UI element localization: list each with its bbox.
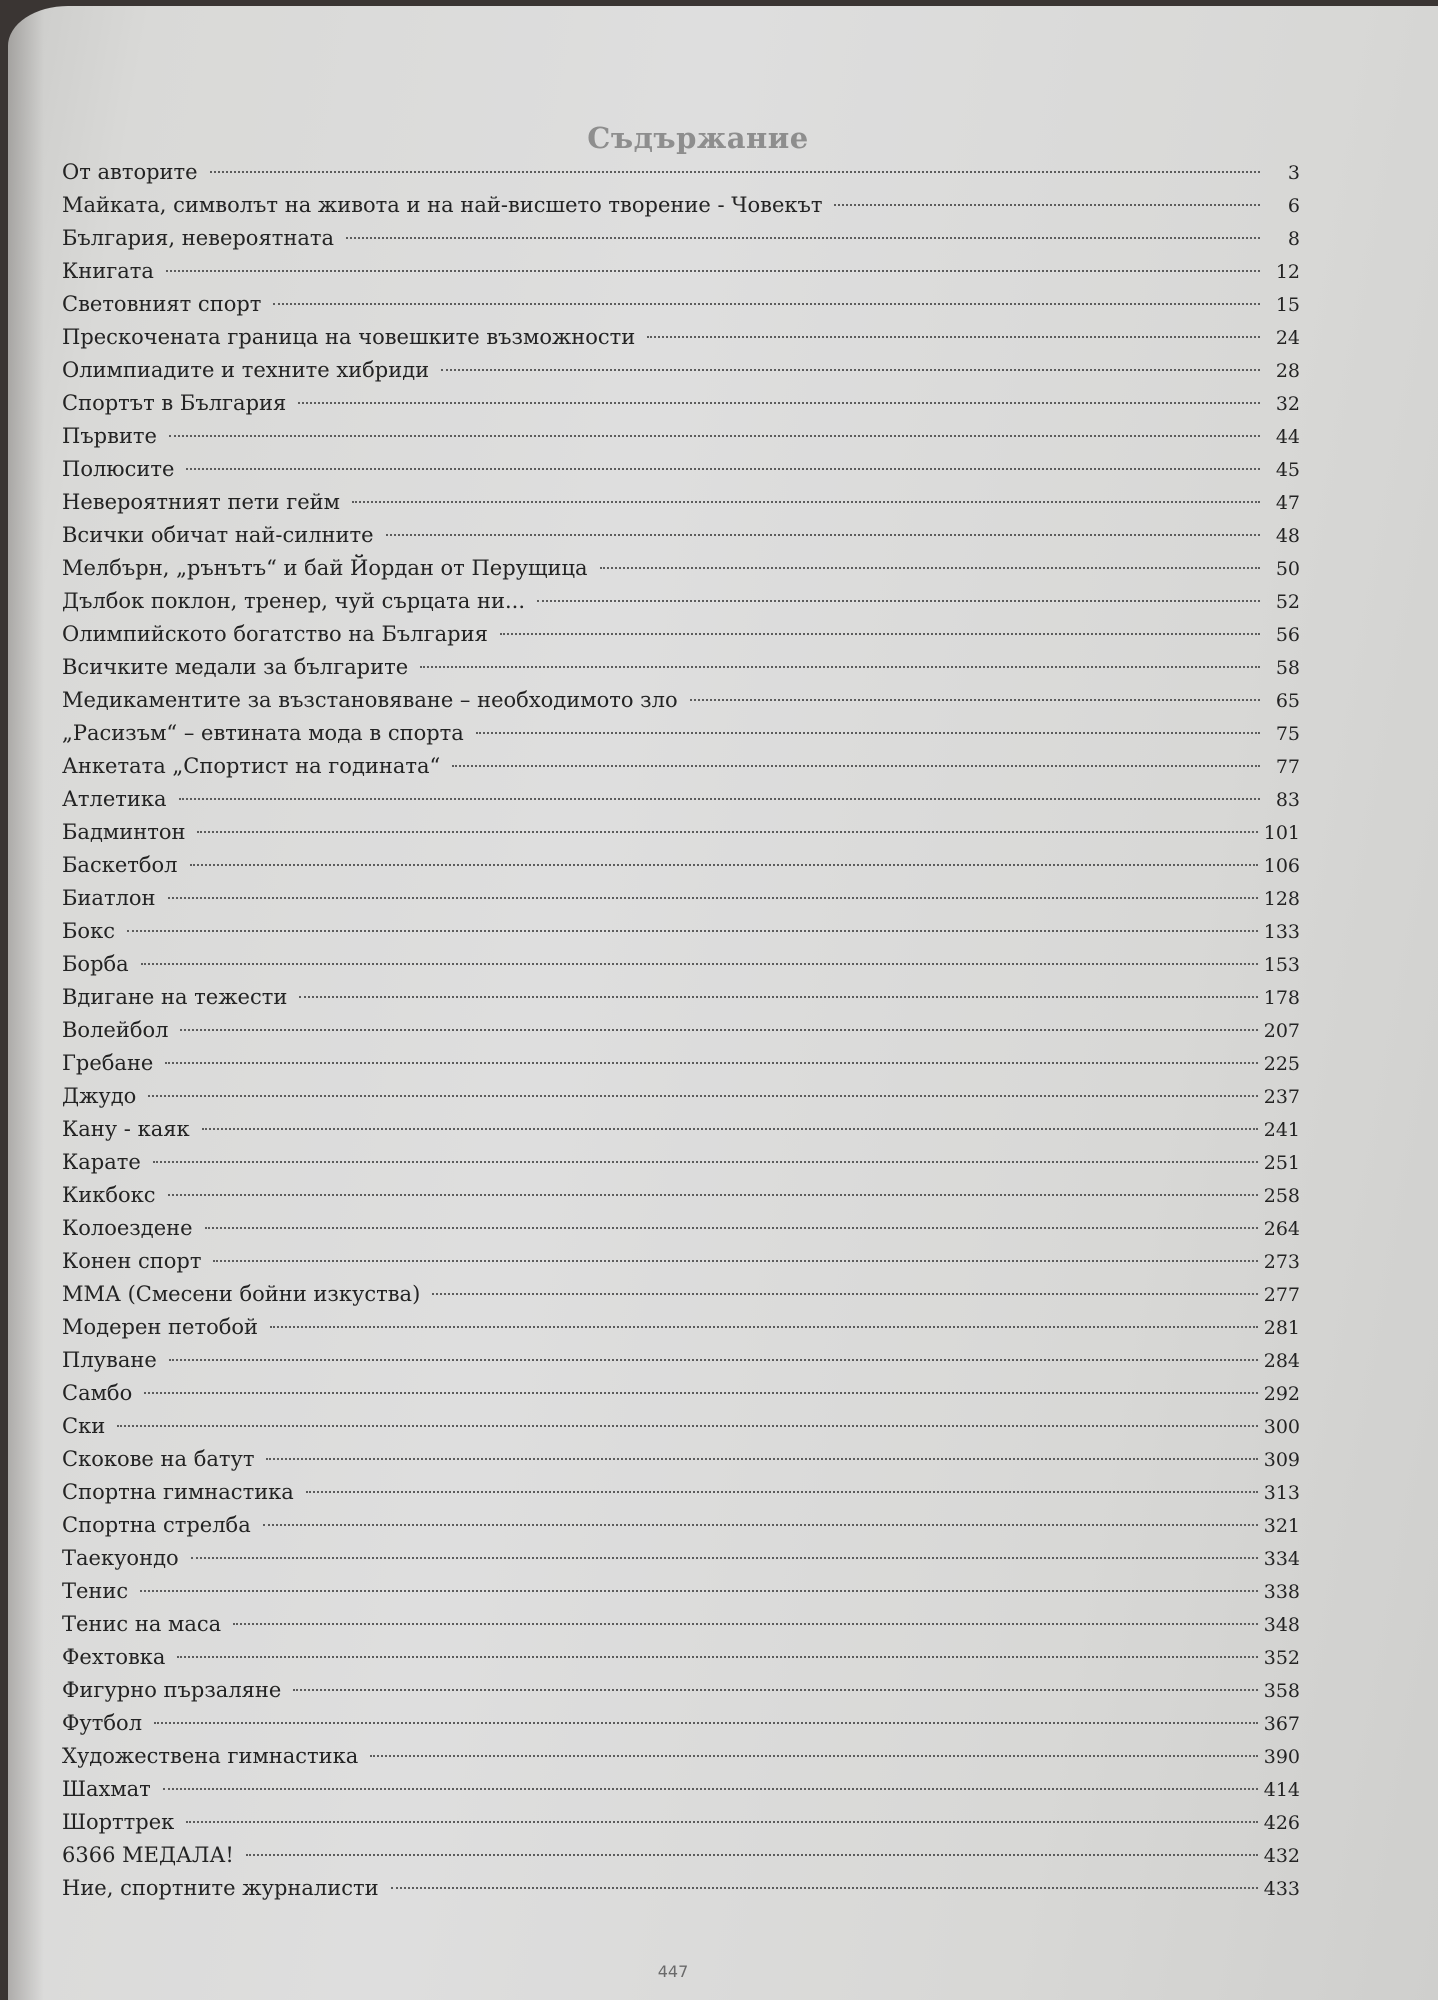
dot-leader: [600, 567, 1260, 569]
toc-entry: [62, 717, 1300, 750]
page-title: Съдържание: [587, 121, 809, 156]
dot-leader: [352, 501, 1260, 503]
toc-entry-page: 58: [1275, 657, 1300, 679]
dot-leader: [148, 1095, 1257, 1097]
toc-entry-page: 258: [1263, 1185, 1300, 1207]
toc-entry-page: 432: [1263, 1845, 1300, 1867]
toc-entry-page: 207: [1263, 1020, 1300, 1042]
toc-entry-title: Борба: [62, 952, 129, 976]
toc-entry-page: 52: [1275, 591, 1300, 613]
toc-entry-title: Тенис: [62, 1579, 129, 1603]
toc-entry-page: 426: [1263, 1812, 1300, 1834]
dot-leader: [127, 930, 1258, 932]
dot-leader: [246, 1854, 1258, 1856]
toc-entry-page: 48: [1275, 525, 1300, 547]
toc-entry: [62, 1707, 1300, 1740]
toc-entry-title: 6366 МЕДАЛА!: [62, 1843, 234, 1867]
toc-entry-title: Бадминтон: [62, 820, 186, 844]
dot-leader: [306, 1491, 1258, 1493]
toc-entry: [62, 1047, 1300, 1080]
dot-leader: [165, 1062, 1257, 1064]
dot-leader: [834, 204, 1260, 206]
toc-entry: [62, 684, 1300, 717]
toc-entry: [62, 1509, 1300, 1542]
toc-entry-page: 292: [1263, 1383, 1300, 1405]
toc-entry-page: 128: [1263, 888, 1300, 910]
toc-entry: [62, 354, 1300, 387]
toc-entry: [62, 651, 1300, 684]
dot-leader: [140, 1590, 1258, 1592]
dot-leader: [153, 1161, 1258, 1163]
toc-entry: [62, 1773, 1300, 1806]
dot-leader: [476, 732, 1260, 734]
toc-entry-title: Олимпийското богатство на България: [62, 622, 488, 646]
toc-entry-page: 24: [1275, 327, 1300, 349]
book-page: [8, 6, 1438, 2000]
toc-entry: [62, 915, 1300, 948]
toc-entry-title: Първите: [62, 424, 157, 448]
toc-entry-title: Самбо: [62, 1381, 133, 1405]
dot-leader: [452, 765, 1260, 767]
dot-leader: [179, 798, 1260, 800]
toc-entry-title: Фехтовка: [62, 1645, 166, 1669]
toc-entry: [62, 750, 1300, 783]
toc-entry-title: Майката, символът на живота и на най-висшето творение - Човекът: [62, 193, 823, 217]
toc-entry: [62, 1806, 1300, 1839]
toc-entry-page: 241: [1263, 1119, 1300, 1141]
toc-entry: [62, 288, 1300, 321]
toc-entry: [62, 981, 1300, 1014]
toc-entry-title: Полюсите: [62, 457, 175, 481]
toc-entry: [62, 1872, 1300, 1905]
toc-entry-title: Световният спорт: [62, 292, 262, 316]
toc-entry-page: 264: [1263, 1218, 1300, 1240]
dot-leader: [163, 1788, 1258, 1790]
toc-entry: [62, 486, 1300, 519]
toc-entry-page: 321: [1263, 1515, 1300, 1537]
toc-entry-page: 281: [1263, 1317, 1300, 1339]
toc-entry: [62, 420, 1300, 453]
dot-leader: [177, 1656, 1257, 1658]
toc-entry: [62, 387, 1300, 420]
toc-entry-page: 83: [1275, 789, 1300, 811]
toc-entry: [62, 1740, 1300, 1773]
toc-entry-title: Дълбок поклон, тренер, чуй сърцата ни...: [62, 589, 525, 613]
toc-entry-page: 32: [1275, 393, 1300, 415]
toc-entry: [62, 1080, 1300, 1113]
toc-entry-title: Анкетата „Спортист на годината“: [62, 754, 441, 778]
dot-leader: [346, 237, 1260, 239]
toc-entry-title: Кану - каяк: [62, 1117, 190, 1141]
toc-entry: [62, 1245, 1300, 1278]
toc-entry-title: Скокове на батут: [62, 1447, 255, 1471]
dot-leader: [263, 1524, 1258, 1526]
toc-entry-page: 75: [1275, 723, 1300, 745]
toc-entry: [62, 1674, 1300, 1707]
toc-entry-page: 433: [1263, 1878, 1300, 1900]
toc-entry-title: Таекуондо: [62, 1546, 179, 1570]
toc-entry: [62, 189, 1300, 222]
toc-entry-title: Всичките медали за българите: [62, 655, 409, 679]
dot-leader: [197, 831, 1257, 833]
toc-entry-title: Невероятният пети гейм: [62, 490, 340, 514]
toc-entry-page: 277: [1263, 1284, 1300, 1306]
dot-leader: [537, 600, 1260, 602]
toc-entry-page: 133: [1263, 921, 1300, 943]
toc-entry-page: 3: [1287, 162, 1300, 184]
toc-entry: [62, 1641, 1300, 1674]
dot-leader: [370, 1755, 1257, 1757]
toc-entry: [62, 1113, 1300, 1146]
dot-leader: [266, 1458, 1257, 1460]
dot-leader: [205, 1227, 1258, 1229]
toc-entry-page: 106: [1263, 855, 1300, 877]
toc-entry-title: Атлетика: [62, 787, 167, 811]
dot-leader: [647, 336, 1260, 338]
dot-leader: [298, 402, 1260, 404]
toc-entry-page: 101: [1263, 822, 1300, 844]
toc-entry: [62, 1839, 1300, 1872]
dot-leader: [690, 699, 1260, 701]
toc-entry-title: Всички обичат най-силните: [62, 523, 374, 547]
toc-entry-title: Ски: [62, 1414, 106, 1438]
toc-entry-page: 65: [1275, 690, 1300, 712]
dot-leader: [293, 1689, 1257, 1691]
toc-entry-title: Кикбокс: [62, 1183, 156, 1207]
dot-leader: [441, 369, 1260, 371]
toc-entry-title: Олимпиадите и техните хибриди: [62, 358, 430, 382]
toc-entry-page: 334: [1263, 1548, 1300, 1570]
toc-entry-title: Карате: [62, 1150, 141, 1174]
dot-leader: [186, 468, 1260, 470]
toc-entry: [62, 1542, 1300, 1575]
dot-leader: [273, 303, 1260, 305]
toc-entry: [62, 1410, 1300, 1443]
toc-entry: [62, 1179, 1300, 1212]
toc-entry-title: ММА (Смесени бойни изкуства): [62, 1282, 421, 1306]
toc-entry: [62, 1575, 1300, 1608]
toc-entry: [62, 1476, 1300, 1509]
toc-entry-title: Шорттрек: [62, 1810, 175, 1834]
dot-leader: [213, 1260, 1257, 1262]
dot-leader: [202, 1128, 1258, 1130]
toc-entry-title: Спортна стрелба: [62, 1513, 251, 1537]
toc-entry-page: 273: [1263, 1251, 1300, 1273]
dot-leader: [169, 1359, 1258, 1361]
toc-entry-page: 77: [1275, 756, 1300, 778]
dot-leader: [391, 1887, 1258, 1889]
dot-leader: [141, 963, 1258, 965]
toc-entry-page: 414: [1263, 1779, 1300, 1801]
toc-entry: [62, 1377, 1300, 1410]
toc-entry-page: 8: [1287, 228, 1300, 250]
toc-entry-title: „Расизъм“ – евтината мода в спорта: [62, 721, 464, 745]
toc-entry-page: 56: [1275, 624, 1300, 646]
toc-entry-title: Биатлон: [62, 886, 156, 910]
toc-entry-title: Тенис на маса: [62, 1612, 222, 1636]
toc-entry-title: Футбол: [62, 1711, 143, 1735]
toc-entry-page: 313: [1263, 1482, 1300, 1504]
toc-entry: [62, 1278, 1300, 1311]
page-number: 447: [657, 1962, 689, 1981]
toc-entry-page: 251: [1263, 1152, 1300, 1174]
dot-leader: [180, 1029, 1257, 1031]
dot-leader: [144, 1392, 1258, 1394]
toc-entry: [62, 1311, 1300, 1344]
toc-entry-title: Модерен петобой: [62, 1315, 259, 1339]
toc-entry: [62, 1344, 1300, 1377]
toc-entry-page: 225: [1263, 1053, 1300, 1075]
toc-entry: [62, 849, 1300, 882]
dot-leader: [500, 633, 1260, 635]
toc-entry: [62, 255, 1300, 288]
toc-entry-title: Плуване: [62, 1348, 157, 1372]
toc-entry-page: 15: [1275, 294, 1300, 316]
dot-leader: [168, 1194, 1258, 1196]
dot-leader: [169, 435, 1260, 437]
toc-entry-page: 390: [1263, 1746, 1300, 1768]
toc-entry-page: 44: [1275, 426, 1300, 448]
toc-entry-title: Спортът в България: [62, 391, 287, 415]
toc-entry-title: Гребане: [62, 1051, 154, 1075]
toc-entry-page: 237: [1263, 1086, 1300, 1108]
toc-entry: [62, 453, 1300, 486]
dot-leader: [154, 1722, 1258, 1724]
dot-leader: [386, 534, 1260, 536]
toc-entry-title: Фигурно пързаляне: [62, 1678, 282, 1702]
table-of-contents: [62, 156, 1300, 1905]
toc-entry: [62, 222, 1300, 255]
toc-entry-title: От авторите: [62, 160, 198, 184]
toc-entry-title: България, невероятната: [62, 226, 334, 250]
dot-leader: [186, 1821, 1257, 1823]
toc-entry-page: 28: [1275, 360, 1300, 382]
toc-entry-page: 338: [1263, 1581, 1300, 1603]
toc-entry-page: 284: [1263, 1350, 1300, 1372]
toc-entry: [62, 1443, 1300, 1476]
dot-leader: [420, 666, 1260, 668]
toc-entry: [62, 156, 1300, 189]
toc-entry-title: Волейбол: [62, 1018, 169, 1042]
toc-entry-title: Книгата: [62, 259, 154, 283]
toc-entry: [62, 321, 1300, 354]
toc-entry-page: 45: [1275, 459, 1300, 481]
toc-entry-title: Баскетбол: [62, 853, 178, 877]
toc-entry-page: 47: [1275, 492, 1300, 514]
toc-entry-page: 348: [1263, 1614, 1300, 1636]
toc-entry-title: Вдигане на тежести: [62, 985, 288, 1009]
dot-leader: [210, 171, 1260, 173]
toc-entry-page: 6: [1287, 195, 1300, 217]
toc-entry-page: 358: [1263, 1680, 1300, 1702]
toc-entry-title: Колоездене: [62, 1216, 193, 1240]
toc-entry-title: Художествена гимнастика: [62, 1744, 359, 1768]
toc-entry: [62, 882, 1300, 915]
toc-entry: [62, 1212, 1300, 1245]
toc-entry-title: Бокс: [62, 919, 115, 943]
toc-entry: [62, 552, 1300, 585]
toc-entry-page: 300: [1263, 1416, 1300, 1438]
toc-entry: [62, 816, 1300, 849]
toc-entry-page: 367: [1263, 1713, 1300, 1735]
toc-entry-page: 12: [1275, 261, 1300, 283]
dot-leader: [299, 996, 1257, 998]
toc-entry: [62, 1146, 1300, 1179]
toc-entry: [62, 1608, 1300, 1641]
toc-entry-title: Ние, спортните журналисти: [62, 1876, 379, 1900]
dot-leader: [190, 864, 1258, 866]
dot-leader: [117, 1425, 1258, 1427]
toc-entry-page: 309: [1263, 1449, 1300, 1471]
toc-entry-title: Мелбърн, „рънътъ“ и бай Йордан от Перущица: [62, 556, 588, 580]
toc-entry: [62, 783, 1300, 816]
dot-leader: [432, 1293, 1257, 1295]
toc-entry-page: 178: [1263, 987, 1300, 1009]
toc-entry-page: 352: [1263, 1647, 1300, 1669]
toc-entry: [62, 519, 1300, 552]
toc-entry-title: Медикаментите за възстановяване – необходимото зло: [62, 688, 678, 712]
dot-leader: [168, 897, 1258, 899]
toc-entry: [62, 585, 1300, 618]
toc-entry-title: Прескочената граница на човешките възможности: [62, 325, 636, 349]
dot-leader: [233, 1623, 1258, 1625]
dot-leader: [166, 270, 1260, 272]
toc-entry-page: 50: [1275, 558, 1300, 580]
toc-entry-page: 153: [1263, 954, 1300, 976]
toc-entry: [62, 948, 1300, 981]
toc-entry-title: Шахмат: [62, 1777, 151, 1801]
toc-entry-title: Спортна гимнастика: [62, 1480, 294, 1504]
toc-entry: [62, 618, 1300, 651]
dot-leader: [270, 1326, 1258, 1328]
toc-entry-title: Джудо: [62, 1084, 137, 1108]
toc-entry: [62, 1014, 1300, 1047]
dot-leader: [191, 1557, 1258, 1559]
toc-entry-title: Конен спорт: [62, 1249, 202, 1273]
